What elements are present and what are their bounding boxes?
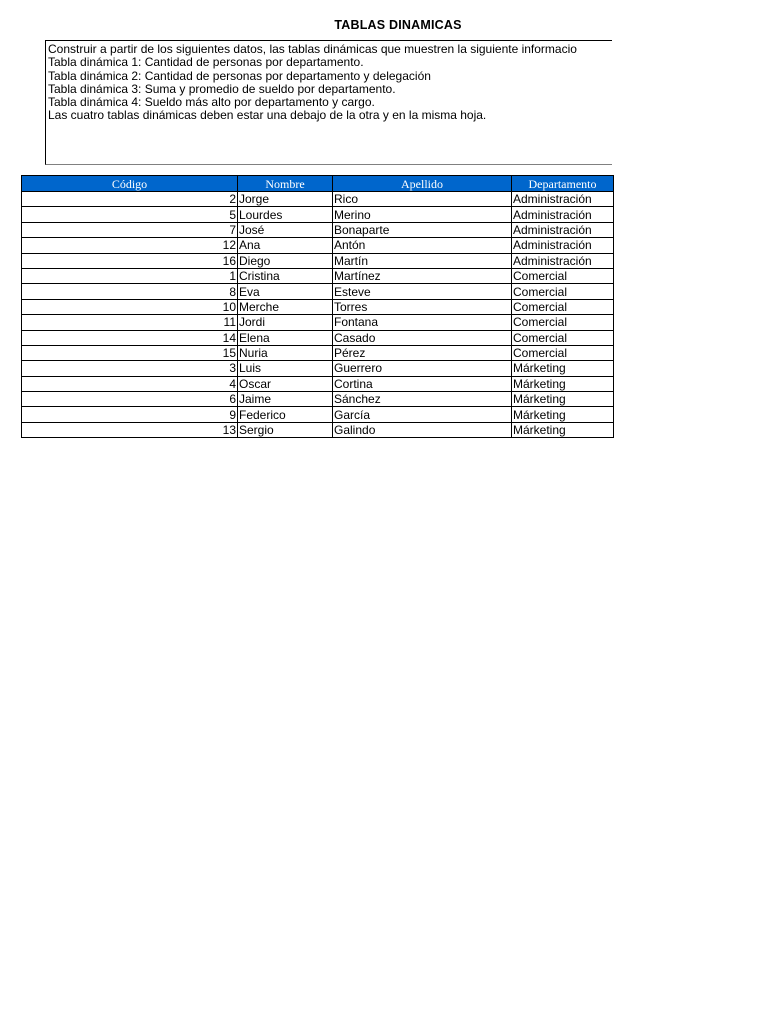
cell-codigo[interactable]: 9: [22, 407, 238, 422]
cell-nombre[interactable]: Oscar: [238, 376, 333, 391]
cell-apellido[interactable]: Rico: [333, 192, 512, 207]
cell-apellido[interactable]: Casado: [333, 330, 512, 345]
cell-codigo[interactable]: 4: [22, 376, 238, 391]
table-row: [22, 407, 614, 422]
cell-departamento[interactable]: Administración: [512, 222, 614, 237]
cell-codigo[interactable]: 1: [22, 268, 238, 283]
cell-codigo[interactable]: 11: [22, 315, 238, 330]
cell-departamento[interactable]: Comercial: [512, 284, 614, 299]
cell-nombre[interactable]: Diego: [238, 253, 333, 268]
column-header-nombre[interactable]: Nombre: [238, 176, 333, 192]
cell-apellido[interactable]: García: [333, 407, 512, 422]
table-row: [22, 207, 614, 222]
cell-departamento[interactable]: Márketing: [512, 392, 614, 407]
cell-nombre[interactable]: Jordi: [238, 315, 333, 330]
instruction-line: Tabla dinámica 1: Cantidad de personas por departamento.: [48, 55, 364, 70]
table-row: [22, 284, 614, 299]
cell-apellido[interactable]: Martín: [333, 253, 512, 268]
cell-apellido[interactable]: Martínez: [333, 268, 512, 283]
instruction-line: Tabla dinámica 3: Suma y promedio de sueldo por departamento.: [48, 81, 396, 96]
cell-nombre[interactable]: Federico: [238, 407, 333, 422]
table-row: [22, 238, 614, 253]
table-row: [22, 330, 614, 345]
table-row: [22, 192, 614, 207]
table-row: [22, 299, 614, 314]
table-row: [22, 222, 614, 237]
cell-nombre[interactable]: Sergio: [238, 422, 333, 437]
table-row: [22, 253, 614, 268]
cell-nombre[interactable]: Ana: [238, 238, 333, 253]
cell-nombre[interactable]: Merche: [238, 299, 333, 314]
cell-nombre[interactable]: Lourdes: [238, 207, 333, 222]
cell-apellido[interactable]: Bonaparte: [333, 222, 512, 237]
cell-codigo[interactable]: 3: [22, 361, 238, 376]
cell-departamento[interactable]: Márketing: [512, 376, 614, 391]
cell-departamento[interactable]: Márketing: [512, 422, 614, 437]
instructions-box[interactable]: [45, 40, 612, 165]
table-row: [22, 315, 614, 330]
cell-codigo[interactable]: 7: [22, 222, 238, 237]
table-row: [22, 376, 614, 391]
table-header-row: [22, 176, 614, 192]
cell-apellido[interactable]: Pérez: [333, 345, 512, 360]
cell-codigo[interactable]: 15: [22, 345, 238, 360]
cell-departamento[interactable]: Comercial: [512, 268, 614, 283]
cell-departamento[interactable]: Administración: [512, 207, 614, 222]
cell-codigo[interactable]: 10: [22, 299, 238, 314]
cell-nombre[interactable]: Nuria: [238, 345, 333, 360]
cell-codigo[interactable]: 8: [22, 284, 238, 299]
table-row: [22, 345, 614, 360]
cell-apellido[interactable]: Sánchez: [333, 392, 512, 407]
cell-codigo[interactable]: 6: [22, 392, 238, 407]
table-row: [22, 361, 614, 376]
employee-table: [21, 175, 614, 438]
cell-apellido[interactable]: Antón: [333, 238, 512, 253]
cell-codigo[interactable]: 12: [22, 238, 238, 253]
cell-departamento[interactable]: Comercial: [512, 330, 614, 345]
cell-nombre[interactable]: Elena: [238, 330, 333, 345]
cell-nombre[interactable]: Eva: [238, 284, 333, 299]
cell-departamento[interactable]: Comercial: [512, 299, 614, 314]
cell-nombre[interactable]: Cristina: [238, 268, 333, 283]
cell-codigo[interactable]: 16: [22, 253, 238, 268]
cell-departamento[interactable]: Comercial: [512, 315, 614, 330]
cell-codigo[interactable]: 2: [22, 192, 238, 207]
cell-codigo[interactable]: 5: [22, 207, 238, 222]
cell-apellido[interactable]: Cortina: [333, 376, 512, 391]
cell-apellido[interactable]: Fontana: [333, 315, 512, 330]
cell-nombre[interactable]: José: [238, 222, 333, 237]
instruction-line: Construir a partir de los siguientes datos, las tablas dinámicas que muestren la siguiente informacio: [48, 42, 577, 56]
cell-departamento[interactable]: Márketing: [512, 407, 614, 422]
cell-departamento[interactable]: Administración: [512, 238, 614, 253]
column-header-codigo[interactable]: Código: [22, 176, 238, 192]
table-row: [22, 392, 614, 407]
instruction-line: Tabla dinámica 4: Sueldo más alto por departamento y cargo.: [48, 95, 375, 110]
cell-nombre[interactable]: Luis: [238, 361, 333, 376]
cell-apellido[interactable]: Galindo: [333, 422, 512, 437]
cell-departamento[interactable]: Administración: [512, 253, 614, 268]
table-row: [22, 422, 614, 437]
cell-departamento[interactable]: Márketing: [512, 361, 614, 376]
sheet-title: TABLAS DINAMICAS: [334, 18, 462, 32]
cell-departamento[interactable]: Administración: [512, 192, 614, 207]
cell-apellido[interactable]: Guerrero: [333, 361, 512, 376]
cell-codigo[interactable]: 13: [22, 422, 238, 437]
cell-apellido[interactable]: Torres: [333, 299, 512, 314]
table-row: [22, 268, 614, 283]
cell-apellido[interactable]: Esteve: [333, 284, 512, 299]
instruction-line: Tabla dinámica 2: Cantidad de personas por departamento y delegación: [48, 68, 431, 83]
cell-nombre[interactable]: Jaime: [238, 392, 333, 407]
cell-departamento[interactable]: Comercial: [512, 345, 614, 360]
cell-codigo[interactable]: 14: [22, 330, 238, 345]
cell-nombre[interactable]: Jorge: [238, 192, 333, 207]
instruction-line: Las cuatro tablas dinámicas deben estar una debajo de la otra y en la misma hoja.: [48, 108, 487, 123]
column-header-apellido[interactable]: Apellido: [333, 176, 512, 192]
column-header-departamento[interactable]: Departamento: [512, 176, 614, 192]
table-body: [22, 192, 614, 438]
cell-apellido[interactable]: Merino: [333, 207, 512, 222]
